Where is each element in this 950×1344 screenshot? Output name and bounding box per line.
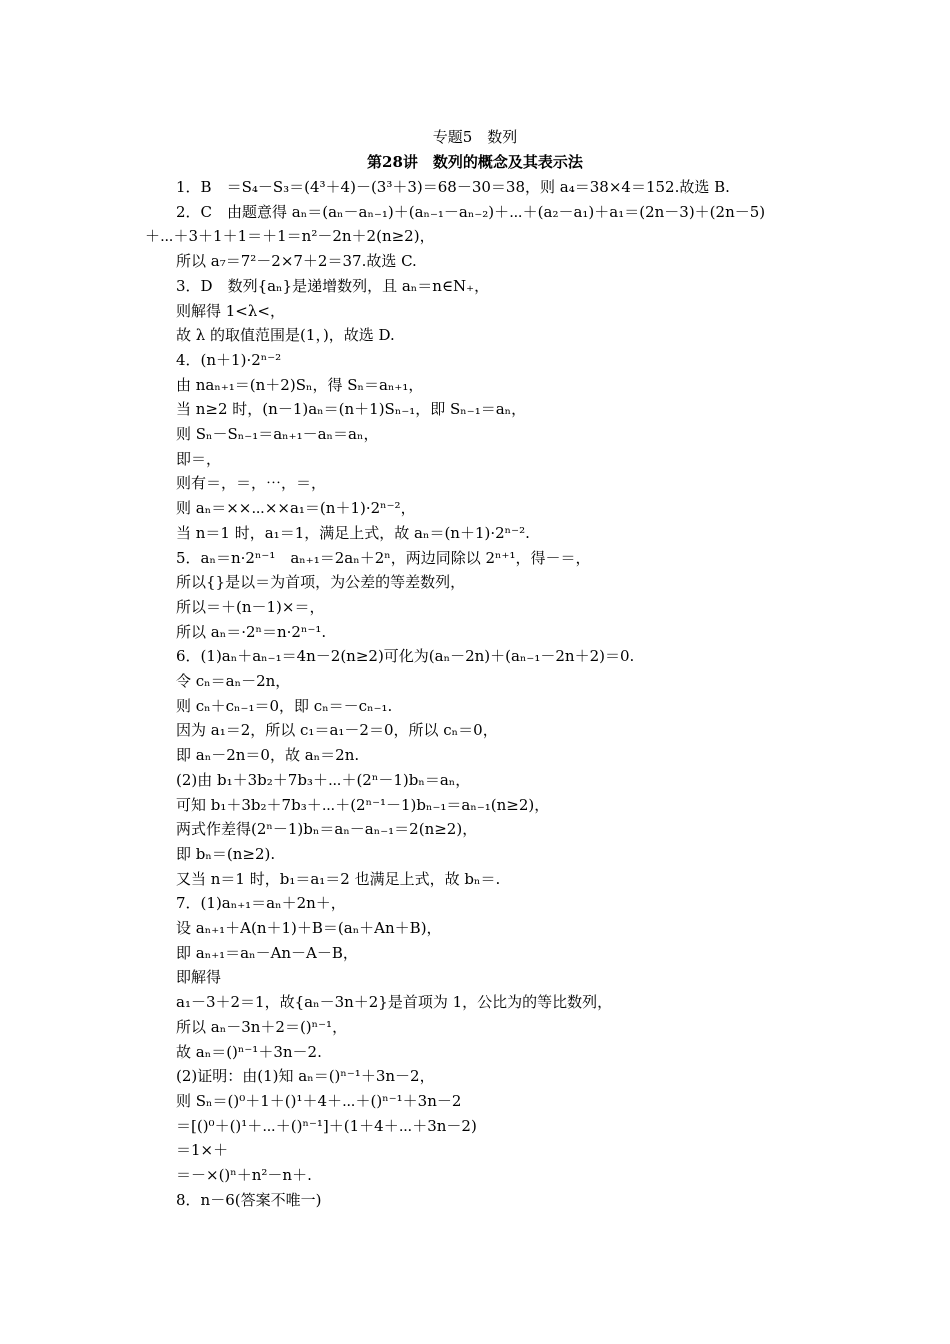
text-line: 由 naₙ₊₁＝(n＋2)Sₙ，得 Sₙ＝aₙ₊₁， (176, 375, 424, 394)
text-line: 则 aₙ＝××⋯××a₁＝(n＋1)·2ⁿ⁻²， (176, 499, 416, 518)
text-line: a₁－3＋2＝1，故{aₙ－3n＋2}是首项为 1，公比为的等比数列， (176, 993, 613, 1012)
text-line: ＝－×()ⁿ＋n²－n＋. (176, 1166, 312, 1184)
text-line: 即解得 (176, 968, 222, 987)
text-line: 即 aₙ₊₁＝aₙ－An－A－B， (176, 943, 358, 962)
text-line: 所以 aₙ－3n＋2＝()ⁿ⁻¹， (176, 1017, 348, 1036)
document-title: 专题5 数列 (432, 128, 518, 146)
text-line: 当 n≥2 时，(n－1)aₙ＝(n＋1)Sₙ₋₁，即 Sₙ₋₁＝aₙ， (176, 400, 527, 419)
text-line: 5．aₙ＝n·2ⁿ⁻¹ aₙ₊₁＝2aₙ＋2ⁿ，两边同除以 2ⁿ⁺¹，得－＝， (176, 548, 591, 567)
text-line: 所以 aₙ＝·2ⁿ＝n·2ⁿ⁻¹. (176, 622, 327, 641)
text-line: 设 aₙ₊₁＋A(n＋1)＋B＝(aₙ＋An＋B)， (176, 919, 442, 937)
text-line: 即 aₙ－2n＝0，故 aₙ＝2n. (176, 746, 360, 765)
text-line: 可知 b₁＋3b₂＋7b₃＋⋯＋(2ⁿ⁻¹－1)bₙ₋₁＝aₙ₋₁(n≥2)， (176, 795, 550, 814)
text-line: 又当 n＝1 时，b₁＝a₁＝2 也满足上式，故 bₙ＝. (176, 869, 501, 888)
text-line: 当 n＝1 时，a₁＝1，满足上式，故 aₙ＝(n＋1)·2ⁿ⁻². (176, 523, 530, 542)
text-line: 3．D 数列{aₙ}是递增数列，且 aₙ＝n∈N₊， (176, 276, 490, 295)
document-subtitle: 第28讲 数列的概念及其表示法 (367, 153, 583, 171)
text-line: 即＝， (176, 449, 222, 468)
text-line: 则 Sₙ－Sₙ₋₁＝aₙ₊₁－aₙ＝aₙ， (176, 425, 379, 443)
text-line: 1．B ＝S₄－S₃＝(4³＋4)－(3³＋3)＝68－30＝38，则 a₄＝38×4＝152.故选 B. (176, 178, 730, 196)
text-line: 则解得 1<λ<， (176, 301, 285, 320)
text-line: 所以{}是以＝为首项，为公差的等差数列， (176, 573, 466, 592)
text-line: 8．n－6(答案不唯一) (176, 1190, 322, 1209)
text-line: 所以＝＋(n－1)×＝， (176, 597, 325, 616)
text-line: 因为 a₁＝2，所以 c₁＝a₁－2＝0，所以 cₙ＝0， (176, 721, 498, 740)
text-line: 4．(n＋1)·2ⁿ⁻² (176, 350, 282, 369)
text-line: ＝1×＋ (176, 1141, 229, 1160)
text-line: (2)由 b₁＋3b₂＋7b₃＋⋯＋(2ⁿ－1)bₙ＝aₙ， (176, 770, 471, 789)
text-line: ＝[()⁰＋()¹＋⋯＋()ⁿ⁻¹]＋(1＋4＋⋯＋3n－2) (176, 1116, 477, 1135)
text-line: 则有＝，＝，⋯，＝， (176, 474, 327, 493)
text-line: 则 cₙ＋cₙ₋₁＝0，即 cₙ＝－cₙ₋₁. (176, 696, 393, 715)
text-line: 2．C 由题意得 aₙ＝(aₙ－aₙ₋₁)＋(aₙ₋₁－aₙ₋₂)＋⋯＋(a₂－a₁)＋a₁＝(2n－3)＋(2n－5) (176, 202, 766, 221)
text-line: 所以 a₇＝7²－2×7＋2＝37.故选 C. (176, 252, 417, 271)
text-line: 故 λ 的取值范围是(1，)，故选 D. (176, 326, 395, 345)
text-line: 7．(1)aₙ₊₁＝aₙ＋2n＋， (176, 894, 346, 913)
text-line: ＋⋯＋3＋1＋1＝＋1＝n²－2n＋2(n≥2)， (145, 227, 435, 246)
text-line: 两式作差得(2ⁿ－1)bₙ＝aₙ－aₙ₋₁＝2(n≥2)， (176, 820, 478, 839)
text-line: 即 bₙ＝(n≥2). (176, 844, 276, 863)
text-line: 6．(1)aₙ＋aₙ₋₁＝4n－2(n≥2)可化为(aₙ－2n)＋(aₙ₋₁－2n＋2)＝0. (176, 647, 635, 666)
text-line: 令 cₙ＝aₙ－2n， (176, 672, 291, 690)
text-line: (2)证明：由(1)知 aₙ＝()ⁿ⁻¹＋3n－2， (176, 1067, 435, 1086)
text-line: 故 aₙ＝()ⁿ⁻¹＋3n－2. (176, 1042, 322, 1061)
text-line: 则 Sₙ＝()⁰＋1＋()¹＋4＋⋯＋()ⁿ⁻¹＋3n－2 (176, 1091, 462, 1110)
